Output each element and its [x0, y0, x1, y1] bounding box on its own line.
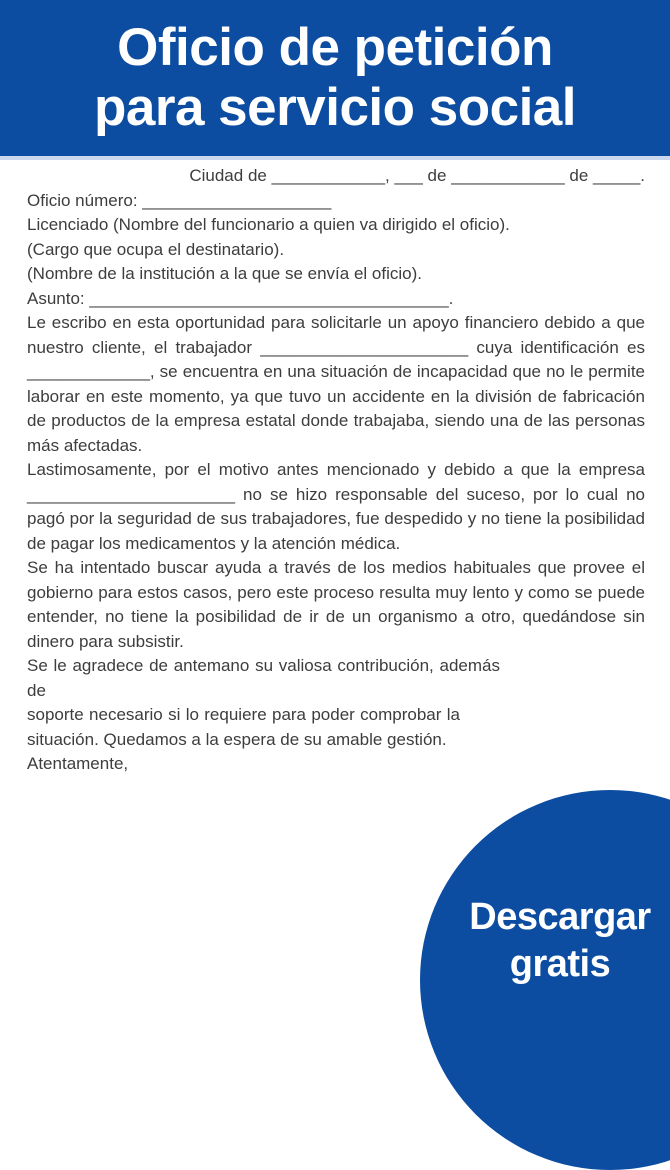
subject-line: Asunto: ______________________________________. — [27, 288, 454, 308]
closing-line-2: soporte necesario si lo requiere para poder comprobar la — [27, 705, 460, 724]
closing-line-3: situación. Quedamos a la espera de su amable gestión. — [27, 729, 447, 749]
download-free-button[interactable] — [420, 790, 670, 1170]
paragraph-request: Le escribo en esta oportunidad para solicitarle un apoyo financiero debido a que nuestro cliente, el trabajador ______________________ cuya identificación es _____________, se encuentra en una situación de incapacidad que no le permite laborar en este momento, ya que tuvo un accidente en la división de fabricación de productos de la empresa estatal donde trabajaba, siendo una de las personas más afectadas. — [27, 313, 645, 455]
letter-date-line: Ciudad de ____________, ___ de ____________ de _____. — [189, 166, 645, 185]
recipient-position-line: (Cargo que ocupa el destinatario). — [27, 239, 285, 259]
page-title-line-2: para servicio social — [93, 78, 576, 137]
recipient-name-line: Licenciado (Nombre del funcionario a quien va dirigido el oficio). — [27, 215, 510, 234]
institution-line: (Nombre de la institución a la que se envía el oficio). — [27, 264, 422, 283]
letter-body — [27, 164, 645, 777]
download-label-line-1: Descargar — [469, 896, 651, 938]
oficio-number-line: Oficio número: ____________________ — [27, 190, 332, 210]
page-title-line-1: Oficio de petición — [117, 18, 553, 77]
signoff-line: Atentamente, — [27, 754, 129, 773]
closing-line-1: Se le agradece de antemano su valiosa contribución, además de — [27, 656, 500, 700]
header-banner — [0, 0, 670, 160]
paragraph-company: Lastimosamente, por el motivo antes mencionado y debido a que la empresa ______________________ no se hizo responsable del suceso, por lo cual no pagó por la seguridad de sus trabajadores, fue despedido y no tiene la posibilidad de pagar los medicamentos y la atención médica. — [27, 460, 645, 553]
paragraph-government: Se ha intentado buscar ayuda a través de los medios habituales que provee el gobierno para estos casos, pero este proceso resulta muy lento y como se puede entender, no tiene la posibilidad de ir de un organismo a otro, quedándose sin dinero para subsistir. — [27, 558, 645, 651]
paragraph-closing — [27, 654, 645, 752]
download-label-line-2: gratis — [509, 943, 611, 985]
download-button-label — [420, 894, 670, 988]
